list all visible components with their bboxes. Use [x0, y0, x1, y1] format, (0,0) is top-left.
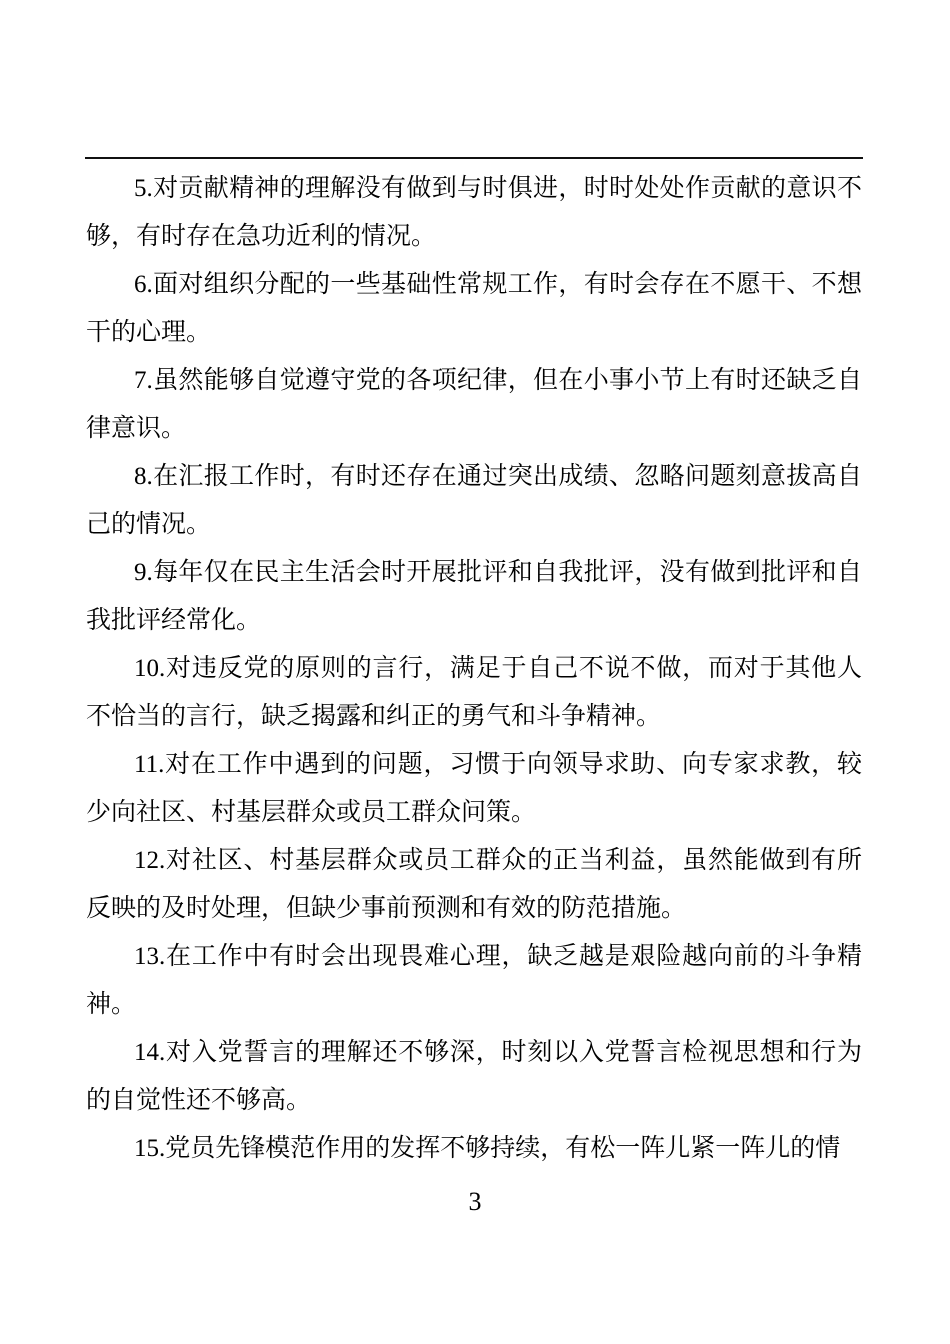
page-number: 3	[468, 1187, 482, 1216]
paragraph-item-5: 5.对贡献精神的理解没有做到与时俱进，时时处处作贡献的意识不够，有时存在急功近利的情况。	[86, 175, 862, 250]
paragraph-item-11: 11.对在工作中遇到的问题，习惯于向领导求助、向专家求教，较少向社区、村基层群众或员工群众问策。	[86, 751, 862, 826]
document-body	[86, 165, 862, 1173]
paragraph-item-10: 10.对违反党的原则的言行，满足于自己不说不做，而对于其他人不恰当的言行，缺乏揭露和纠正的勇气和斗争精神。	[86, 655, 862, 730]
paragraph-item-12: 12.对社区、村基层群众或员工群众的正当利益，虽然能做到有所反映的及时处理，但缺少事前预测和有效的防范措施。	[86, 847, 862, 922]
header-divider	[85, 157, 863, 159]
paragraph-item-13: 13.在工作中有时会出现畏难心理，缺乏越是艰险越向前的斗争精神。	[86, 943, 862, 1018]
paragraph-item-14: 14.对入党誓言的理解还不够深，时刻以入党誓言检视思想和行为的自觉性还不够高。	[86, 1039, 862, 1114]
paragraph-item-9: 9.每年仅在民主生活会时开展批评和自我批评，没有做到批评和自我批评经常化。	[86, 559, 862, 634]
paragraph-item-6: 6.面对组织分配的一些基础性常规工作，有时会存在不愿干、不想干的心理。	[86, 271, 862, 346]
paragraph-item-8: 8.在汇报工作时，有时还存在通过突出成绩、忽略问题刻意拔高自己的情况。	[86, 463, 862, 538]
paragraph-item-7: 7.虽然能够自觉遵守党的各项纪律，但在小事小节上有时还缺乏自律意识。	[86, 367, 862, 442]
paragraph-item-15: 15.党员先锋模范作用的发挥不够持续，有松一阵儿紧一阵儿的情	[134, 1135, 841, 1162]
